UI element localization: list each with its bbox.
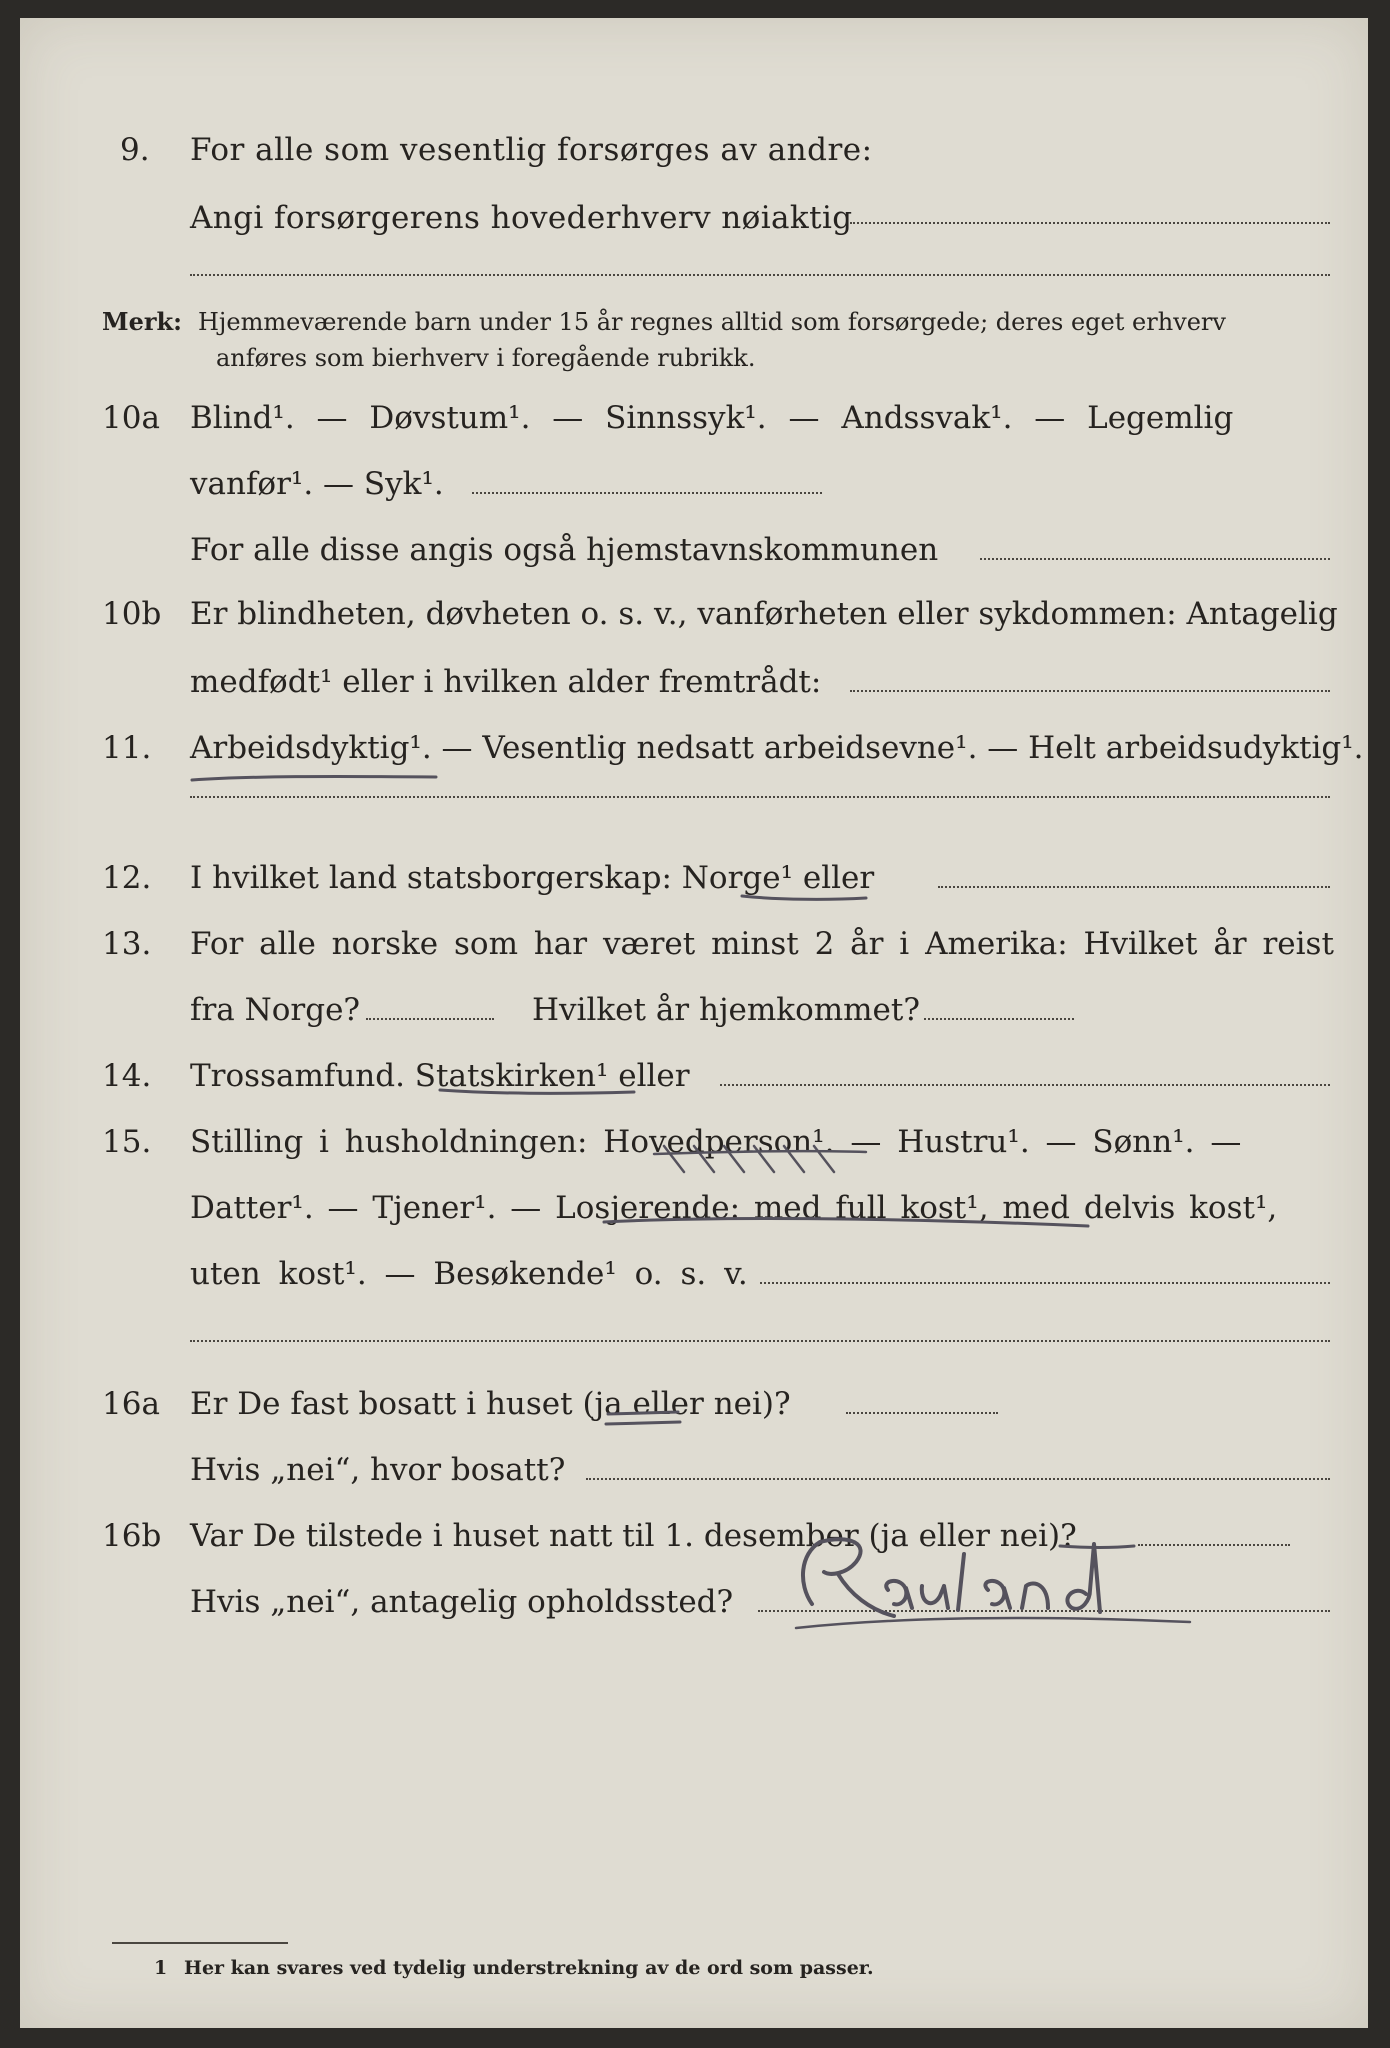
question-10b xyxy=(20,584,1368,644)
question-text: Angi forsørgerens hovederhverv nøiaktig xyxy=(190,200,853,236)
question-text: Hvis „nei“, antagelig opholdssted? xyxy=(190,1584,734,1620)
answer-line[interactable] xyxy=(760,1282,1330,1284)
question-text: uten kost¹. — Besøkende¹ o. s. v. xyxy=(190,1256,748,1292)
question-15-line-3 xyxy=(20,1244,1368,1304)
answer-line[interactable] xyxy=(586,1478,1330,1480)
question-number: 15. xyxy=(102,1124,152,1160)
pencil-hatch-marks xyxy=(650,1142,870,1182)
question-text: Stilling i husholdningen: Hovedperson¹. — Hustru¹. — Sønn¹. — xyxy=(190,1124,1242,1160)
question-text: Er De fast bosatt i huset (ja eller nei)? xyxy=(190,1386,791,1422)
question-text: fra Norge? xyxy=(190,992,361,1028)
question-10a-line-3 xyxy=(20,520,1368,580)
pencil-underline xyxy=(740,890,870,906)
answer-line[interactable] xyxy=(720,1084,1330,1086)
question-number: 10a xyxy=(102,400,160,436)
question-number: 11. xyxy=(102,730,152,766)
answer-line[interactable] xyxy=(980,558,1330,560)
answer-line[interactable] xyxy=(846,1412,998,1414)
question-text: Var De tilstede i huset natt til 1. desember (ja eller nei)? xyxy=(190,1518,1077,1554)
question-9-line-2 xyxy=(20,188,1368,248)
footnote xyxy=(20,1948,1368,1988)
question-14 xyxy=(20,1046,1368,1106)
pencil-double-underline xyxy=(604,1408,684,1430)
pencil-underline xyxy=(438,1082,638,1098)
question-number: 9. xyxy=(120,132,150,168)
question-text: Arbeidsdyktig¹. — Vesentlig nedsatt arbeidsevne¹. — Helt arbeidsudyktig¹. xyxy=(190,730,1364,766)
question-text: medfødt¹ eller i hvilken alder fremtrådt: xyxy=(190,664,822,700)
question-16a xyxy=(20,1374,1368,1434)
answer-line[interactable] xyxy=(850,222,1330,224)
question-text: For alle disse angis også hjemstavnskommunen xyxy=(190,532,939,568)
answer-line[interactable] xyxy=(190,274,1330,276)
question-text: Trossamfund. Statskirken¹ eller xyxy=(190,1058,690,1094)
question-number: 10b xyxy=(102,596,162,632)
question-text: For alle norske som har været minst 2 år i Amerika: Hvilket år reist xyxy=(190,926,1334,962)
question-10a-line-2 xyxy=(20,454,1368,514)
question-number: 14. xyxy=(102,1058,152,1094)
footnote-marker: 1 xyxy=(154,1957,168,1979)
merk-note-line-2 xyxy=(20,340,1368,376)
merk-label: Merk: xyxy=(102,307,182,336)
question-text: vanfør¹. — Syk¹. xyxy=(190,466,444,502)
question-text: Datter¹. — Tjener¹. — Losjerende: med full kost¹, med delvis kost¹, xyxy=(190,1190,1278,1226)
question-number: 12. xyxy=(102,860,152,896)
answer-line[interactable] xyxy=(366,1018,494,1020)
footnote-text: Her kan svares ved tydelig understrekning av de ord som passer. xyxy=(184,1957,874,1979)
merk-text: anføres som bierhverv i foregående rubrikk. xyxy=(216,344,756,372)
answer-line[interactable] xyxy=(190,1340,1330,1342)
question-number: 13. xyxy=(102,926,152,962)
question-13-line-2 xyxy=(20,980,1368,1040)
question-12 xyxy=(20,848,1368,908)
question-number: 16a xyxy=(102,1386,160,1422)
question-text: Blind¹. — Døvstum¹. — Sinnssyk¹. — Andssvak¹. — Legemlig xyxy=(190,400,1234,436)
answer-line[interactable] xyxy=(938,886,1330,888)
handwritten-answer-rauland xyxy=(790,1524,1210,1634)
question-11 xyxy=(20,718,1368,778)
question-13 xyxy=(20,914,1368,974)
question-text: Er blindheten, døvheten o. s. v., vanførheten eller sykdommen: Antagelig xyxy=(190,596,1338,632)
question-text: For alle som vesentlig forsørges av andre: xyxy=(190,132,873,168)
census-form-page xyxy=(20,18,1368,2028)
question-number: 16b xyxy=(102,1518,162,1554)
question-9 xyxy=(20,120,1368,180)
pencil-underline xyxy=(602,1212,1092,1234)
answer-line[interactable] xyxy=(472,492,822,494)
merk-text: Hjemmeværende barn under 15 år regnes alltid som forsørgede; deres eget erhverv xyxy=(198,308,1226,336)
question-text: Hvilket år hjemkommet? xyxy=(532,992,920,1028)
footnote-rule xyxy=(112,1942,288,1944)
answer-line[interactable] xyxy=(850,690,1330,692)
question-10a xyxy=(20,388,1368,448)
answer-line[interactable] xyxy=(924,1018,1074,1020)
question-16a-line-2 xyxy=(20,1440,1368,1500)
pencil-underline xyxy=(190,770,440,786)
answer-line[interactable] xyxy=(190,796,1330,798)
question-10b-line-2 xyxy=(20,652,1368,712)
question-text: Hvis „nei“, hvor bosatt? xyxy=(190,1452,566,1488)
merk-note xyxy=(20,304,1368,340)
question-text: I hvilket land statsborgerskap: Norge¹ eller xyxy=(190,860,875,896)
